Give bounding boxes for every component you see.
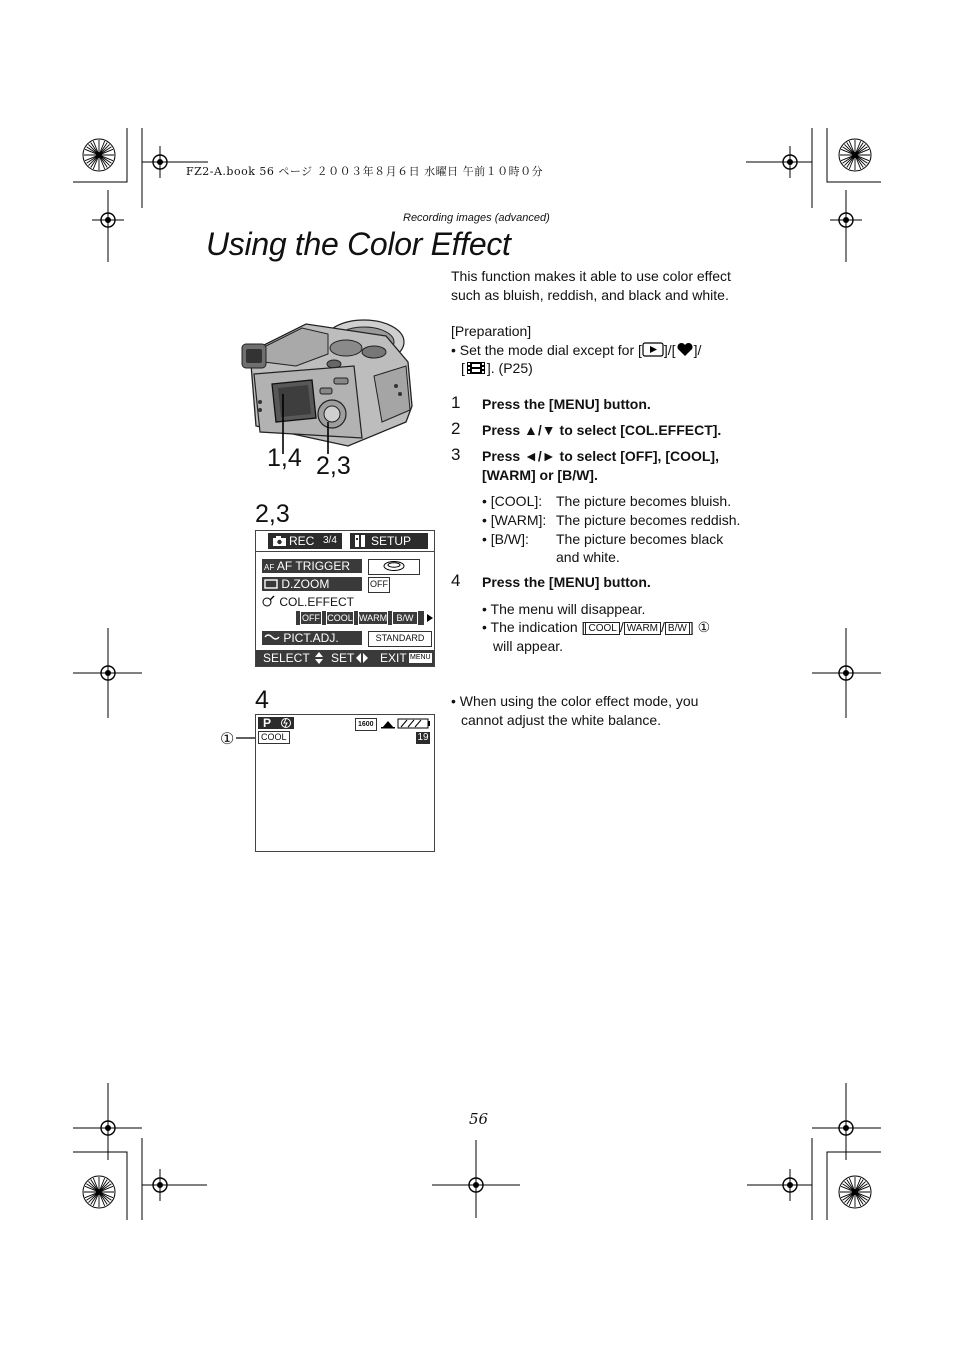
callout-label: 1,4 — [267, 444, 302, 472]
step4-bullet: • The menu will disappear. — [482, 601, 646, 617]
effect-desc: The picture becomes bluish. — [556, 493, 732, 509]
indication-bw: B/W — [665, 622, 690, 635]
figure-label: 4 — [255, 686, 269, 714]
tab-setup — [350, 533, 428, 549]
up-down-arrow-icon — [314, 651, 324, 665]
camera-icon — [272, 535, 288, 547]
tab-setup-label: SETUP — [371, 534, 412, 548]
color-effect-icon — [262, 595, 276, 607]
effect-desc: The picture becomes black — [556, 531, 724, 547]
menu-item-af-trigger — [262, 559, 362, 573]
remaining-count: 19 — [417, 732, 429, 743]
menu-item-label: PICT.ADJ. — [283, 631, 339, 645]
section-header: Recording images (advanced) — [403, 212, 550, 224]
effect-item: • [COOL]: — [482, 493, 543, 509]
tab-rec — [268, 533, 342, 549]
step-text-cont: [WARM] or [B/W]. — [482, 467, 598, 483]
note-line: • When using the color effect mode, you — [451, 693, 699, 709]
af-trigger-value — [368, 559, 420, 575]
shutter-half-press-icon — [381, 560, 407, 572]
option-warm: WARM — [359, 613, 388, 623]
effect-item: • [B/W]: — [482, 531, 529, 547]
lcd-screen — [255, 714, 435, 852]
intro-text — [451, 267, 731, 305]
step-number: 3 — [451, 445, 461, 464]
cool-indicator: COOL — [258, 731, 290, 744]
step-text: Press the [MENU] button. — [482, 574, 651, 590]
print-info: FZ2-A.book 56 ページ ２００３年８月６日 水曜日 午前１０時０分 — [186, 165, 544, 178]
preparation-suffix: ]/ — [693, 342, 702, 358]
menu-item-col-effect — [262, 595, 422, 609]
arrow-right-icon — [426, 613, 434, 623]
page-number: 56 — [469, 1110, 489, 1128]
preparation-line: • Set the mode dial except for [ ]/[ ]/ — [451, 342, 702, 358]
dzoom-value: OFF — [368, 577, 390, 593]
footer-select: SELECT — [263, 651, 310, 665]
portrait-heart-icon — [676, 342, 694, 357]
callout-marker: ① — [220, 731, 235, 748]
preparation-suffix-2: ]. (P25) — [486, 360, 533, 376]
effect-desc-cont: and white. — [556, 549, 620, 565]
pict-adj-value: STANDARD — [368, 631, 432, 647]
indication-prefix: • The indication [ — [482, 619, 586, 635]
menu-tab-bar — [256, 531, 434, 551]
playback-mode-icon — [642, 342, 664, 357]
wrench-icon — [353, 534, 367, 548]
step-number: 2 — [451, 419, 461, 438]
step-text: Press ▲/▼ to select [COL.EFFECT]. — [482, 422, 722, 438]
divider — [256, 551, 434, 552]
tab-page-label: 3/4 — [323, 535, 337, 546]
quality-icon — [380, 718, 396, 729]
effect-item: • [WARM]: — [482, 512, 547, 528]
preparation-prefix: • Set the mode dial except for [ — [451, 342, 642, 358]
note — [451, 692, 698, 730]
step-number: 4 — [451, 571, 461, 590]
menu-button-icon: MENU — [410, 654, 431, 661]
tab-rec-label: REC — [289, 534, 315, 548]
callout-label: 2,3 — [316, 452, 351, 480]
zoom-icon — [264, 579, 278, 589]
flash-off-icon — [280, 717, 292, 729]
step4-indication: • The indication [ COOL / WARM / B/W ] ① — [482, 619, 711, 635]
menu-item-label: COL.EFFECT — [279, 595, 355, 609]
effect-desc: The picture becomes reddish. — [556, 512, 741, 528]
step-number: 1 — [451, 393, 461, 412]
option-bw: B/W — [392, 611, 418, 625]
note-line: cannot adjust the white balance. — [461, 712, 662, 728]
indication-warm: WARM — [624, 622, 661, 635]
indication-suffix: ] ① — [689, 619, 711, 635]
indication-cool: COOL — [585, 622, 619, 635]
menu-footer — [256, 650, 434, 666]
picture-adjust-icon — [264, 633, 280, 641]
step-text: Press ◄/► to select [OFF], [COOL], — [482, 448, 719, 464]
menu-item-dzoom — [262, 577, 362, 591]
figure-label: 2,3 — [255, 500, 290, 528]
camera-illustration — [236, 314, 416, 464]
footer-exit: EXIT — [380, 651, 407, 665]
page-title: Using the Color Effect — [206, 226, 511, 262]
intro-line: such as bluish, reddish, and black and white. — [451, 287, 729, 303]
footer-set: SET — [331, 651, 355, 665]
option-cool: COOL — [327, 613, 353, 623]
picture-size: 1600 — [355, 718, 377, 731]
battery-icon — [397, 718, 431, 729]
motion-picture-icon — [465, 360, 487, 376]
menu-item-pict-adj — [262, 631, 362, 645]
mode-indicator — [258, 717, 294, 729]
menu-screen — [255, 530, 435, 667]
col-effect-options — [296, 611, 424, 625]
menu-item-label: AF TRIGGER — [276, 559, 351, 573]
preparation-label: [Preparation] — [451, 323, 532, 339]
menu-item-label: D.ZOOM — [281, 577, 330, 591]
mode-p: P — [263, 716, 272, 730]
intro-line: This function makes it able to use color effect — [451, 268, 731, 284]
step4-bullet-cont: will appear. — [493, 638, 564, 654]
af-icon: AF — [264, 563, 275, 572]
option-off: OFF — [302, 613, 320, 623]
left-right-arrow-icon — [355, 652, 369, 664]
step-text: Press the [MENU] button. — [482, 396, 651, 412]
preparation-line2: [ ]. (P25) — [461, 360, 533, 376]
